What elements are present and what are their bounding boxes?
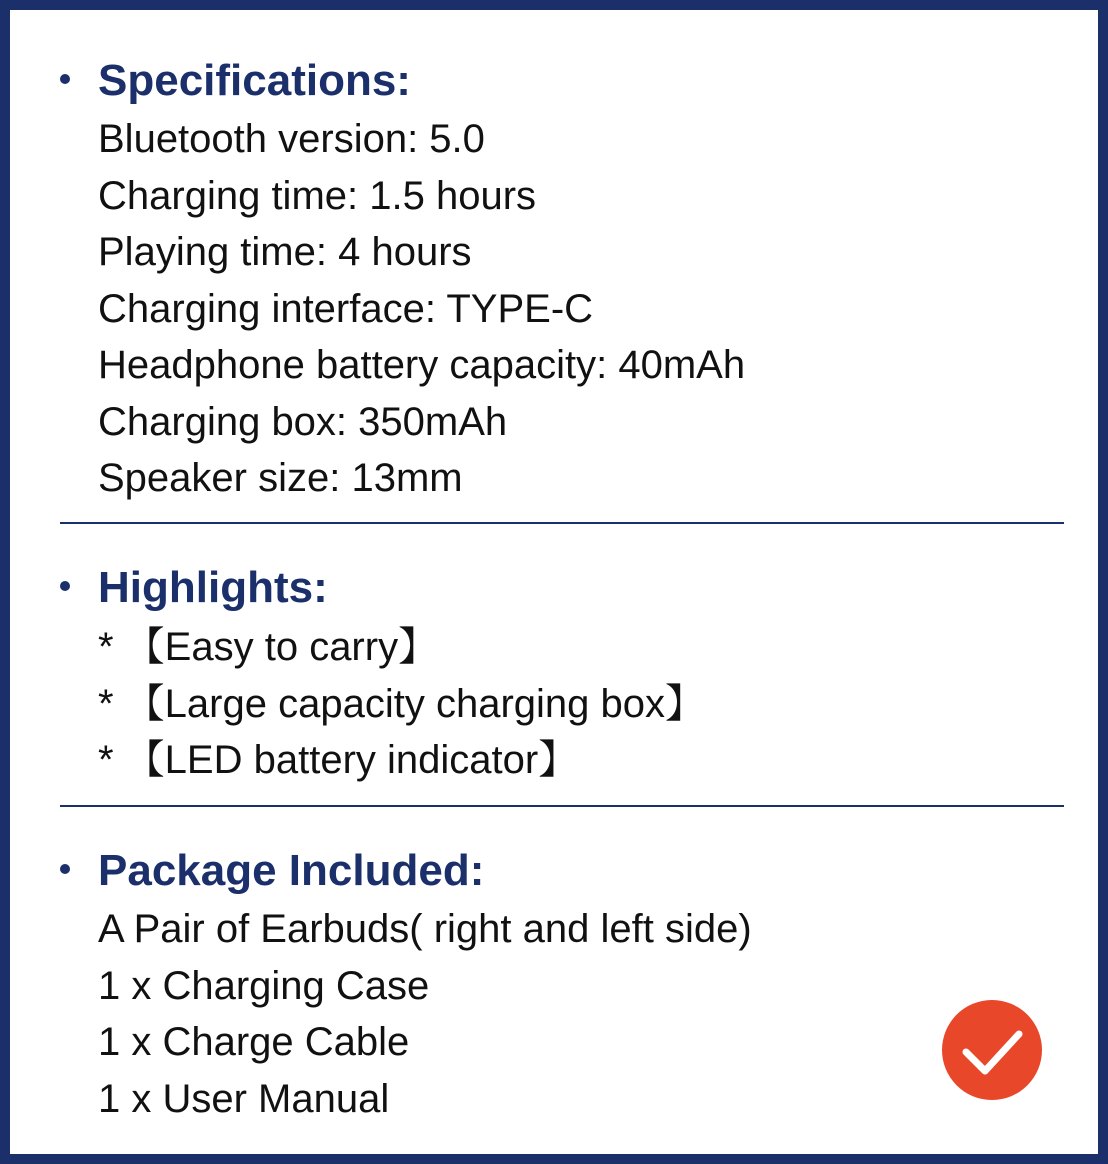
spec-item: Charging time: 1.5 hours xyxy=(98,173,537,218)
spec-item: Charging box: 350mAh xyxy=(98,399,508,444)
specifications-list xyxy=(98,111,745,507)
spec-item: Speaker size: 13mm xyxy=(98,456,463,500)
package-list xyxy=(98,901,752,1127)
spec-item: Charging interface: TYPE-C xyxy=(98,286,594,331)
package-item: A Pair of Earbuds( right and left side) xyxy=(98,907,752,951)
package-heading: Package Included: xyxy=(98,846,485,895)
bullet-specifications xyxy=(56,72,76,92)
bullet-highlights xyxy=(56,579,76,599)
spec-item: Bluetooth version: 5.0 xyxy=(98,117,485,161)
spec-item: Headphone battery capacity: 40mAh xyxy=(98,343,746,387)
bullet-package xyxy=(56,862,76,882)
specifications-heading: Specifications: xyxy=(98,56,411,105)
package-item: 1 x Charging Case xyxy=(98,963,430,1008)
divider xyxy=(60,522,1064,524)
check-icon xyxy=(942,1000,1042,1100)
divider xyxy=(60,805,1064,807)
check-badge xyxy=(942,1000,1042,1100)
highlight-item: * 【LED battery indicator】 xyxy=(98,738,579,782)
highlight-item: * 【Large capacity charging box】 xyxy=(98,681,705,726)
spec-item: Playing time: 4 hours xyxy=(98,230,472,274)
highlights-heading: Highlights: xyxy=(98,563,328,612)
package-item: 1 x User Manual xyxy=(98,1076,390,1121)
highlights-list xyxy=(98,619,705,789)
highlight-item: * 【Easy to carry】 xyxy=(98,625,439,669)
package-item: 1 x Charge Cable xyxy=(98,1020,410,1064)
